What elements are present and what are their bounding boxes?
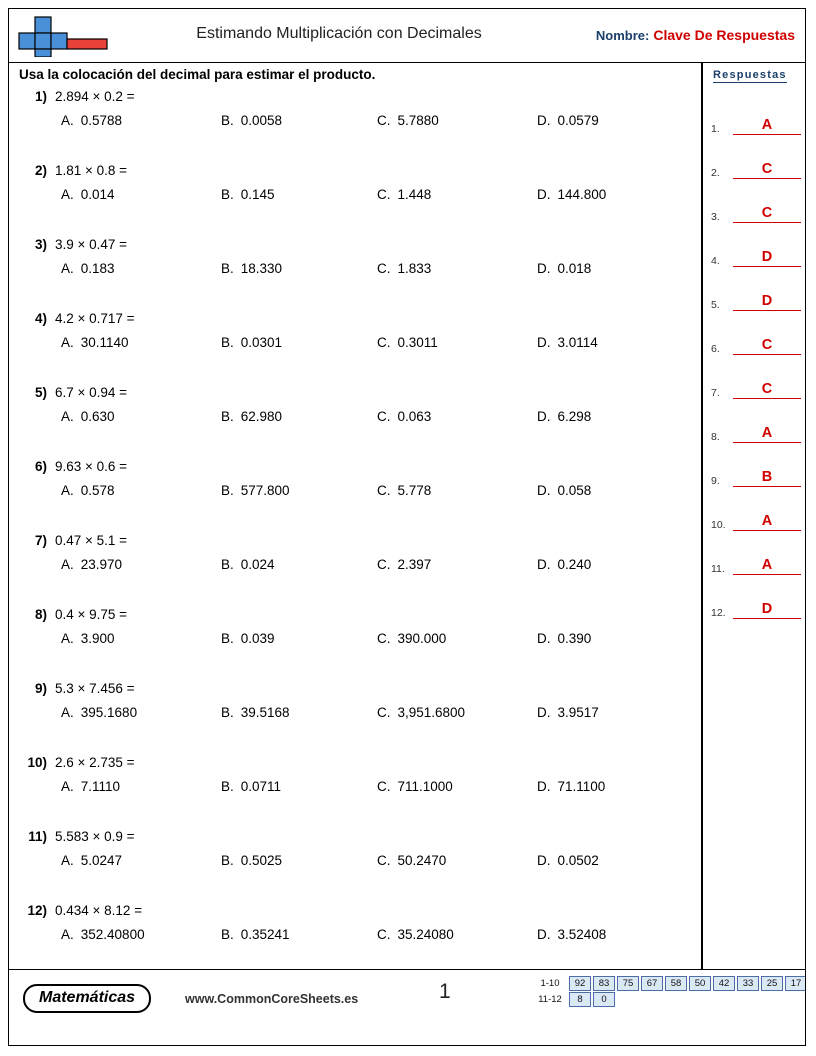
choice-b[interactable] (221, 927, 290, 942)
choice-label: B. (221, 335, 234, 350)
choice-label: C. (377, 483, 391, 498)
answer-value: C (761, 337, 773, 353)
page-title: Estimando Multiplicación con Decimales (196, 25, 482, 42)
answer-number: 3. (711, 211, 720, 223)
choice-value: 0.5788 (80, 113, 123, 128)
question-number: 5) (34, 385, 47, 400)
score-cell: 83 (593, 976, 615, 991)
choice-value: 0.063 (397, 409, 432, 424)
choice-a[interactable] (61, 261, 115, 276)
choice-b[interactable] (221, 483, 290, 498)
choice-a[interactable] (61, 483, 115, 498)
choice-value: 5.7880 (397, 113, 439, 128)
choice-c[interactable] (377, 409, 431, 424)
choice-b[interactable] (221, 187, 275, 202)
choice-label: C. (377, 779, 391, 794)
choice-label: D. (537, 113, 551, 128)
choice-label: C. (377, 853, 391, 868)
question-expression: 2.894 × 0.2 = (55, 89, 135, 104)
choice-d[interactable] (537, 557, 591, 572)
choice-a[interactable] (61, 187, 115, 202)
choice-value: 0.630 (80, 409, 115, 424)
question-number: 3) (34, 237, 47, 252)
choice-d[interactable] (537, 853, 599, 868)
answer-row (711, 403, 803, 443)
choice-d[interactable] (537, 483, 591, 498)
choice-label: A. (61, 483, 74, 498)
answer-key-title: Respuestas (713, 69, 787, 81)
answer-number: 1. (711, 123, 720, 135)
answer-row (711, 359, 803, 399)
question-number: 10) (27, 755, 47, 770)
choice-c[interactable] (377, 261, 431, 276)
answer-number: 5. (711, 299, 720, 311)
choice-label: D. (537, 705, 551, 720)
choice-value: 144.800 (557, 187, 607, 202)
choice-value: 1.833 (397, 261, 432, 276)
choice-label: A. (61, 113, 74, 128)
answer-value: A (761, 557, 773, 573)
choice-b[interactable] (221, 113, 282, 128)
choice-value: 71.1100 (557, 779, 606, 794)
choice-value: 0.0579 (557, 113, 599, 128)
question-number: 4) (34, 311, 47, 326)
choice-value: 0.0711 (240, 779, 282, 794)
choice-value: 0.3011 (397, 335, 438, 350)
answer-row (711, 139, 803, 179)
score-cell: 17 (785, 976, 806, 991)
answer-number: 7. (711, 387, 720, 399)
answer-number: 9. (711, 475, 720, 487)
question-number: 11) (28, 829, 47, 844)
choice-value: 39.5168 (240, 705, 290, 720)
score-cell: 33 (737, 976, 759, 991)
choice-value: 3.52408 (557, 927, 607, 942)
choice-value: 577.800 (240, 483, 290, 498)
choice-label: A. (61, 927, 74, 942)
choice-value: 30.1140 (80, 335, 129, 350)
instructions-text: Usa la colocación del decimal para estimar el producto. (19, 67, 376, 82)
name-label: Nombre: (595, 28, 650, 43)
choice-b[interactable] (221, 853, 282, 868)
choice-label: D. (537, 409, 551, 424)
name-field (596, 27, 795, 43)
choice-b[interactable] (221, 335, 282, 350)
answer-key-column (709, 65, 805, 965)
question-expression: 9.63 × 0.6 = (55, 459, 128, 474)
choice-label: C. (377, 113, 391, 128)
choice-d[interactable] (537, 335, 598, 350)
question-expression: 0.47 × 5.1 = (55, 533, 128, 548)
choice-d[interactable] (537, 187, 606, 202)
question-number: 9) (34, 681, 47, 696)
choice-d[interactable] (537, 927, 606, 942)
score-cell: 58 (665, 976, 687, 991)
choice-a[interactable] (61, 853, 122, 868)
answer-value: C (761, 205, 773, 221)
choice-value: 6.298 (557, 409, 592, 424)
choice-label: B. (221, 113, 234, 128)
choice-b[interactable] (221, 409, 282, 424)
answer-number: 12. (711, 607, 726, 619)
choice-value: 3.0114 (557, 335, 598, 350)
choice-label: B. (221, 409, 234, 424)
answer-row (711, 227, 803, 267)
choice-c[interactable] (377, 335, 438, 350)
choice-value: 0.240 (557, 557, 592, 572)
choice-label: B. (221, 927, 234, 942)
score-cell: 92 (569, 976, 591, 991)
choice-label: B. (221, 261, 234, 276)
answer-value: B (761, 469, 773, 485)
answer-row (711, 271, 803, 311)
choice-label: B. (221, 187, 234, 202)
answer-value: A (761, 117, 773, 133)
question-number: 7) (34, 533, 47, 548)
choice-b[interactable] (221, 261, 282, 276)
choice-a[interactable] (61, 779, 120, 794)
score-cell: 25 (761, 976, 783, 991)
worksheet-footer (9, 969, 805, 1045)
question-expression: 5.583 × 0.9 = (55, 829, 135, 844)
choice-a[interactable] (61, 705, 137, 720)
question-number: 12) (27, 903, 47, 918)
choice-value: 390.000 (397, 631, 447, 646)
choice-value: 0.0058 (240, 113, 283, 128)
answer-number: 8. (711, 431, 720, 443)
choice-value: 0.5025 (240, 853, 283, 868)
score-row (533, 976, 806, 991)
name-value: Clave De Respuestas (653, 27, 795, 43)
choice-label: B. (221, 705, 234, 720)
choice-label: C. (377, 409, 391, 424)
choice-value: 7.1110 (80, 779, 121, 794)
choice-label: A. (61, 335, 74, 350)
score-table (533, 976, 806, 1008)
question-expression: 6.7 × 0.94 = (55, 385, 128, 400)
choice-d[interactable] (537, 631, 591, 646)
choice-value: 3.900 (80, 631, 115, 646)
choice-label: B. (221, 853, 234, 868)
choice-value: 23.970 (80, 557, 123, 572)
answer-row (711, 315, 803, 355)
question-number: 2) (34, 163, 47, 178)
choice-value: 0.35241 (240, 927, 290, 942)
choice-b[interactable] (221, 705, 290, 720)
answer-row (711, 95, 803, 135)
worksheet-header (9, 9, 805, 63)
choice-label: C. (377, 261, 391, 276)
question-number: 1) (34, 89, 47, 104)
answer-value: D (761, 293, 773, 309)
question-expression: 1.81 × 0.8 = (55, 163, 128, 178)
choice-label: B. (221, 779, 234, 794)
answer-value: C (761, 381, 773, 397)
choice-value: 0.018 (557, 261, 592, 276)
choice-label: A. (61, 409, 74, 424)
choice-b[interactable] (221, 631, 275, 646)
choice-value: 0.390 (557, 631, 592, 646)
choice-b[interactable] (221, 557, 275, 572)
choice-value: 3,951.6800 (397, 705, 466, 720)
choice-value: 18.330 (240, 261, 283, 276)
choice-label: A. (61, 187, 74, 202)
choice-c[interactable] (377, 557, 431, 572)
choice-label: D. (537, 853, 551, 868)
choice-label: C. (377, 927, 391, 942)
choice-c[interactable] (377, 705, 465, 720)
choice-label: D. (537, 187, 551, 202)
question-expression: 2.6 × 2.735 = (55, 755, 135, 770)
answer-value: A (761, 425, 773, 441)
choice-value: 0.0301 (240, 335, 283, 350)
page-number: 1 (439, 980, 451, 1003)
choice-label: A. (61, 853, 74, 868)
choice-value: 2.397 (397, 557, 432, 572)
choice-value: 35.24080 (397, 927, 454, 942)
choice-label: A. (61, 705, 74, 720)
answer-value: D (761, 601, 773, 617)
score-cell: 67 (641, 976, 663, 991)
choice-c[interactable] (377, 187, 431, 202)
answer-value: A (761, 513, 773, 529)
choice-label: D. (537, 631, 551, 646)
choice-label: A. (61, 631, 74, 646)
choice-value: 0.014 (80, 187, 115, 202)
choice-d[interactable] (537, 409, 591, 424)
answer-row (711, 183, 803, 223)
question-expression: 5.3 × 7.456 = (55, 681, 135, 696)
choice-value: 0.058 (557, 483, 592, 498)
choice-label: C. (377, 187, 391, 202)
choice-a[interactable] (61, 927, 145, 942)
answer-row (711, 579, 803, 619)
choice-c[interactable] (377, 483, 431, 498)
choice-value: 50.2470 (397, 853, 447, 868)
choice-label: A. (61, 261, 74, 276)
choice-c[interactable] (377, 631, 446, 646)
choice-a[interactable] (61, 113, 122, 128)
choice-label: B. (221, 557, 234, 572)
website-text: www.CommonCoreSheets.es (185, 992, 359, 1006)
questions-area (9, 89, 699, 969)
choice-label: A. (61, 557, 74, 572)
score-cell: 50 (689, 976, 711, 991)
score-cell: 75 (617, 976, 639, 991)
question-number: 6) (34, 459, 47, 474)
answer-number: 4. (711, 255, 720, 267)
choice-value: 0.578 (80, 483, 115, 498)
choice-label: D. (537, 335, 551, 350)
answer-number: 6. (711, 343, 720, 355)
choice-label: C. (377, 631, 391, 646)
question-expression: 0.4 × 9.75 = (55, 607, 128, 622)
choice-label: A. (61, 779, 74, 794)
answer-value: C (761, 161, 773, 177)
column-divider (701, 63, 703, 969)
choice-label: B. (221, 631, 234, 646)
choice-value: 0.0502 (557, 853, 599, 868)
choice-value: 0.183 (80, 261, 115, 276)
question-expression: 4.2 × 0.717 = (55, 311, 135, 326)
choice-label: D. (537, 483, 551, 498)
brand-badge: Matemáticas (23, 984, 151, 1013)
choice-a[interactable] (61, 409, 115, 424)
choice-label: C. (377, 335, 391, 350)
choice-label: D. (537, 779, 551, 794)
score-cell: 8 (569, 992, 591, 1007)
score-row-label: 11-12 (538, 994, 562, 1005)
choice-label: C. (377, 557, 391, 572)
choice-d[interactable] (537, 113, 599, 128)
choice-a[interactable] (61, 631, 115, 646)
score-row-label: 1-10 (540, 978, 560, 989)
answer-row (711, 491, 803, 531)
choice-d[interactable] (537, 705, 599, 720)
answer-row (711, 447, 803, 487)
question-expression: 3.9 × 0.47 = (55, 237, 128, 252)
choice-c[interactable] (377, 113, 439, 128)
choice-value: 352.40800 (80, 927, 145, 942)
choice-value: 711.1000 (397, 779, 453, 794)
choice-d[interactable] (537, 261, 591, 276)
choice-label: D. (537, 557, 551, 572)
choice-a[interactable] (61, 335, 129, 350)
answer-value: D (761, 249, 773, 265)
choice-value: 395.1680 (80, 705, 138, 720)
score-row (533, 992, 806, 1007)
choice-d[interactable] (537, 779, 605, 794)
answer-number: 2. (711, 167, 720, 179)
choice-c[interactable] (377, 779, 453, 794)
choice-value: 62.980 (240, 409, 283, 424)
answer-row (711, 535, 803, 575)
choice-c[interactable] (377, 927, 454, 942)
plus-blocks-logo-icon (17, 15, 113, 57)
choice-value: 0.145 (240, 187, 275, 202)
score-cell: 42 (713, 976, 735, 991)
choice-label: D. (537, 927, 551, 942)
choice-value: 5.0247 (80, 853, 123, 868)
answer-number: 11. (711, 563, 725, 575)
answer-number: 10. (711, 519, 726, 531)
choice-label: B. (221, 483, 234, 498)
choice-c[interactable] (377, 853, 446, 868)
worksheet-page (8, 8, 806, 1046)
choice-value: 0.024 (240, 557, 275, 572)
choice-value: 3.9517 (557, 705, 599, 720)
question-expression: 0.434 × 8.12 = (55, 903, 143, 918)
choice-value: 5.778 (397, 483, 432, 498)
choice-a[interactable] (61, 557, 122, 572)
choice-label: C. (377, 705, 391, 720)
choice-b[interactable] (221, 779, 281, 794)
choice-value: 0.039 (240, 631, 275, 646)
score-cell: 0 (593, 992, 615, 1007)
question-number: 8) (34, 607, 47, 622)
choice-value: 1.448 (397, 187, 432, 202)
choice-label: D. (537, 261, 551, 276)
